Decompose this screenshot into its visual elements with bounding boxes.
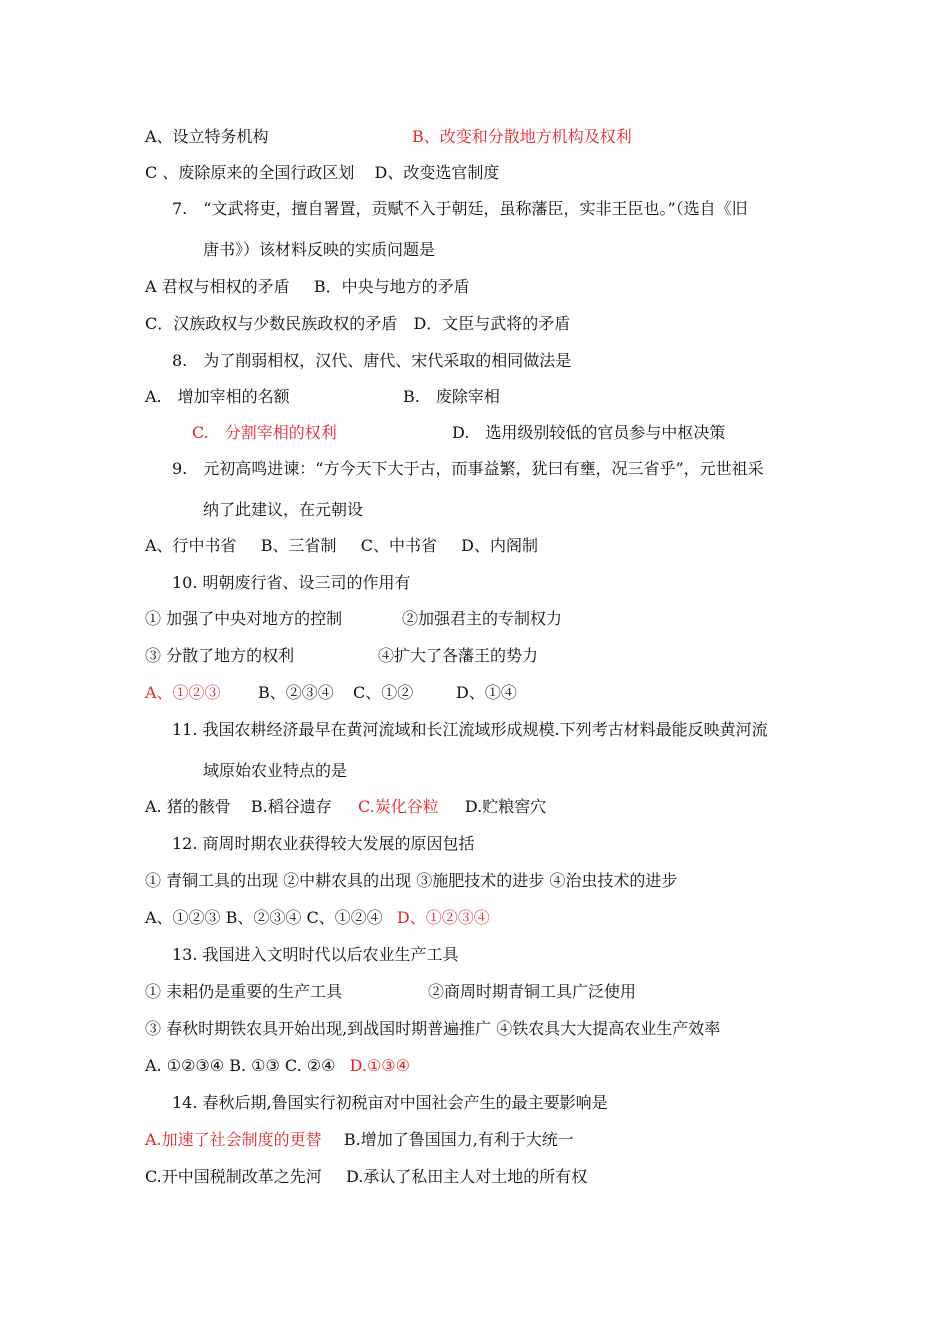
q7-stem-line2: 唐书》）该材料反映的实质问题是 bbox=[203, 240, 436, 259]
q10-option-d: D、①④ bbox=[456, 683, 517, 702]
q8-stem: 8. 为了削弱相权，汉代、唐代、宋代采取的相同做法是 bbox=[172, 351, 572, 370]
q7-options-ab bbox=[145, 276, 470, 298]
q8-option-a: A. 增加宰相的名额 bbox=[145, 387, 290, 406]
q10-item-4: ④扩大了各藩王的势力 bbox=[378, 646, 539, 665]
q10-option-a-answer: A、①②③ bbox=[145, 683, 221, 702]
q14-option-d: D.承认了私田主人对土地的所有权 bbox=[345, 1167, 588, 1186]
q6-option-c: C 、废除原来的全国行政区划 bbox=[145, 163, 355, 182]
q14-option-a-answer: A.加速了社会制度的更替 bbox=[145, 1130, 322, 1149]
q9-option-d: D、内阁制 bbox=[461, 536, 538, 555]
q9-option-a: A、行中书省 bbox=[145, 536, 237, 555]
q11-option-a: A. 猪的骸骨 bbox=[145, 797, 231, 816]
q10-option-b: B、②③④ bbox=[258, 683, 334, 702]
q9-stem-line1: 9. 元初高鸣进谏：“方今天下大于古，而事益繁，犹曰有壅，况三省乎”，元世祖采 bbox=[172, 459, 764, 478]
q6-option-b-answer: B、改变和分散地方机构及权利 bbox=[412, 127, 632, 146]
q14-options-cd bbox=[145, 1166, 587, 1188]
q8-option-b: B. 废除宰相 bbox=[403, 387, 500, 406]
q13-items-3-4: ③ 春秋时期铁农具开始出现,到战国时期普遍推广 ④铁农具大大提高农业生产效率 bbox=[145, 1019, 721, 1038]
q13-options-abc: A. ①②③④ B. ①③ C. ②④ bbox=[145, 1056, 336, 1075]
q9-option-b: B、三省制 bbox=[260, 536, 337, 555]
q12-options-abc: A、①②③ B、②③④ C、①②④ bbox=[145, 908, 383, 927]
q7-options-cd bbox=[145, 313, 570, 335]
q13-item-1: ① 耒耜仍是重要的生产工具 bbox=[145, 982, 343, 1001]
q10-item-3: ③ 分散了地方的权利 bbox=[145, 646, 295, 665]
q10-stem: 10. 明朝废行省、设三司的作用有 bbox=[172, 573, 411, 592]
q11-stem-line2: 域原始农业特点的是 bbox=[203, 761, 348, 780]
q14-option-b: B.增加了鲁国国力,有利于大统一 bbox=[343, 1130, 574, 1149]
q11-options bbox=[145, 796, 546, 818]
q12-stem: 12. 商周时期农业获得较大发展的原因包括 bbox=[172, 834, 475, 853]
q6-option-d: D、改变选官制度 bbox=[374, 163, 500, 182]
q14-stem: 14. 春秋后期,鲁国实行初税亩对中国社会产生的最主要影响是 bbox=[172, 1093, 608, 1112]
q6-options-cd bbox=[145, 162, 499, 184]
q13-option-d-answer: D.①③④ bbox=[349, 1056, 410, 1075]
q14-option-c: C.开中国税制改革之先河 bbox=[145, 1167, 322, 1186]
q7-option-b: B．中央与地方的矛盾 bbox=[313, 277, 470, 296]
q13-stem: 13. 我国进入文明时代以后农业生产工具 bbox=[172, 945, 459, 964]
q11-option-b: B.稻谷遗存 bbox=[250, 797, 332, 816]
q11-option-c-answer: C.炭化谷粒 bbox=[357, 797, 439, 816]
q8-option-c-answer: C. 分割宰相的权利 bbox=[192, 423, 337, 442]
q10-item-2: ②加强君主的专制权力 bbox=[402, 609, 563, 628]
q7-stem-line1: 7. “文武将吏，擅自署置，贡赋不入于朝廷，虽称藩臣，实非王臣也。”（选自《旧 bbox=[172, 199, 748, 218]
q6-option-a: A、设立特务机构 bbox=[145, 127, 269, 146]
q7-option-a: A 君权与相权的矛盾 bbox=[145, 277, 290, 296]
q9-option-c: C、中书省 bbox=[360, 536, 437, 555]
q11-stem-line1: 11. 我国农耕经济最早在黄河流域和长江流域形成规模.下列考古材料最能反映黄河流 bbox=[172, 720, 768, 739]
q8-option-d: D. 选用级别较低的官员参与中枢决策 bbox=[452, 423, 726, 442]
q11-option-d: D.贮粮窖穴 bbox=[464, 797, 547, 816]
q7-option-c: C．汉族政权与少数民族政权的矛盾 bbox=[145, 314, 398, 333]
q13-item-2: ②商周时期青铜工具广泛使用 bbox=[428, 982, 637, 1001]
q14-options-ab bbox=[145, 1129, 574, 1151]
q12-items: ① 青铜工具的出现 ②中耕农具的出现 ③施肥技术的进步 ④治虫技术的进步 bbox=[145, 871, 678, 890]
q10-option-c: C、①② bbox=[353, 683, 414, 702]
q13-options bbox=[145, 1055, 410, 1077]
q10-item-1: ① 加强了中央对地方的控制 bbox=[145, 609, 343, 628]
q9-options bbox=[145, 535, 538, 557]
q7-option-d: D．文臣与武将的矛盾 bbox=[413, 314, 571, 333]
q12-option-d-answer: D、①②③④ bbox=[396, 908, 490, 927]
q9-stem-line2: 纳了此建议，在元朝设 bbox=[203, 500, 364, 519]
q12-options bbox=[145, 907, 490, 929]
